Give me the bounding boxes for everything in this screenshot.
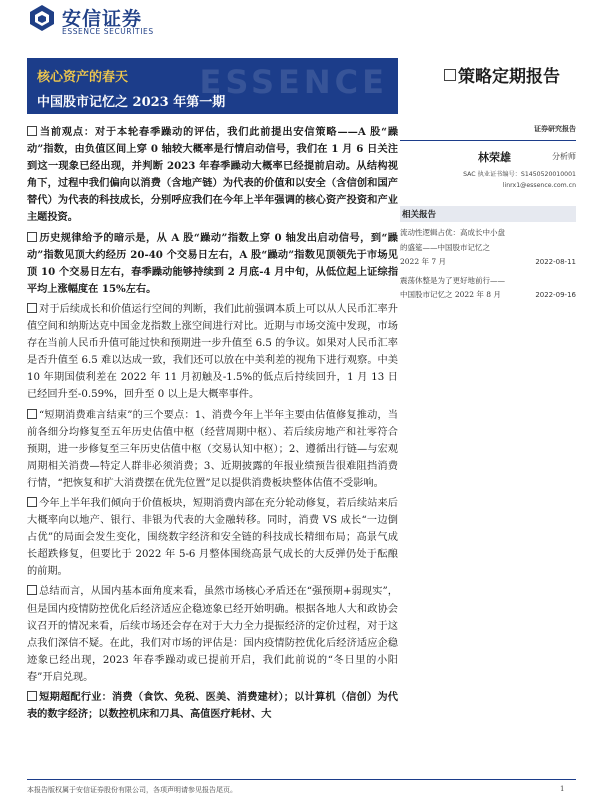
page-number: 1 — [560, 785, 565, 793]
title-banner — [27, 58, 398, 114]
checkbox-bullet-icon — [27, 409, 37, 419]
main-body — [27, 124, 398, 726]
research-label: 证券研究报告 — [534, 125, 576, 133]
footer-disclaimer: 本报告版权属于安信证券股份有限公司，各项声明请参见报告尾页。 — [27, 786, 237, 794]
checkbox-bullet-icon — [27, 585, 37, 595]
square-icon — [444, 69, 456, 81]
checkbox-bullet-icon — [27, 303, 37, 313]
paragraph — [27, 583, 398, 686]
paragraph — [27, 689, 398, 723]
paragraph — [27, 495, 398, 580]
checkbox-bullet-icon — [27, 232, 37, 242]
analyst-email[interactable]: linrx1@essence.com.cn — [502, 182, 576, 189]
report-type-title — [444, 62, 560, 87]
footer-divider — [27, 779, 576, 780]
banner-title-line2: 中国股市记忆之 2023 年第一期 — [37, 95, 226, 110]
sidebar — [400, 120, 576, 303]
paragraph — [27, 301, 398, 404]
analyst-name: 林荣雄 — [478, 151, 511, 164]
related-report-item[interactable] — [400, 226, 576, 270]
sac-number: SAC 执业证书编号：S1450520010001 — [463, 171, 576, 178]
banner-title-line1: 核心资产的春天 — [37, 70, 129, 85]
paragraph-text: “短期消费难言结束”的三个要点：1、消费今年上半年主要由估值修复推动，当前各细分均修复至五年历史估值中枢（经营周期中枢）、若后续房地产和社零符合预期，进一步修复至三年历史估值中枢（交易认知中枢）；2、遵循出行链—与宏观周期相关消费—特定人群非必须消费；3、近期披露的年报业绩预告很难阻挡消费行情，“把恢复和扩大消费摆在优先位置”足以提供消费板块整体估值不受影响。 — [27, 409, 398, 489]
checkbox-bullet-icon — [27, 691, 37, 701]
related-report-item[interactable] — [400, 274, 576, 303]
banner-watermark: ESSENCE — [199, 63, 388, 101]
paragraph-text: 对于本轮春季躁动的评估，我们此前提出安信策略——A 股“躁动”指数，由负值区间上穿 0 轴较大概率是行情启动信号，我们在 1 月 6 日关注到这一现象已经出现，并判断 2023 年春季躁动大概率已经提前启动。从结构视角下，过程中我们偏向以消费（含地产链）为代表的价值和以安全（含信创和国产替代）为代表的科技成长，分别呼应我们在今年上半年强调的核心资产投资和产业主题投资。 — [27, 126, 399, 224]
related-reports-title: 相关报告 — [400, 206, 576, 222]
paragraph — [27, 407, 398, 492]
paragraph-text: 历史规律给予的暗示是，从 A 股“躁动”指数上穿 0 轴发出启动信号，到“躁动”指数见顶大约经历 20-40 个交易日左右，A 股“躁动”指数见顶领先于市场见顶 10 个交易日左右，春季躁动能够持续到 2 月底-4 月中旬，从低位起上证综指平均上涨幅度在 15%左右。 — [27, 231, 398, 295]
paragraph — [27, 124, 398, 227]
related-report-date: 2022-09-16 — [535, 291, 576, 299]
paragraph-lead: 当前观点： — [39, 126, 95, 138]
logo-name-en: ESSENCE SECURITIES — [62, 27, 154, 36]
related-report-title[interactable]: 流动性逻辑占优：高成长中小盘的盛筵——中国股市记忆之 2022 年 7 月 — [400, 228, 505, 266]
logo-name-cn: 安信证券 — [62, 8, 143, 30]
report-type-label: 策略定期报告 — [458, 67, 560, 87]
divider — [400, 140, 576, 141]
analyst-role: 分析师 — [552, 152, 576, 161]
related-report-title[interactable]: 震荡休整是为了更好地前行——中国股市记忆之 2022 年 8 月 — [400, 275, 505, 299]
essence-logo-icon — [29, 4, 55, 32]
paragraph-text: 短期超配行业：消费（食饮、免税、医美、消费建材）；以计算机（信创）为代表的数字经济；以数控机床和刀具、高值医疗耗材、大 — [27, 691, 398, 721]
paragraph-text: 总结而言，从国内基本面角度来看，虽然市场核心矛盾还在“强预期+弱现实”，但是国内疫情防控优化后经济适应企稳迹象已经开始明确。根据各地人大和政协会议召开的情况来看，后续市场还会存在对于大力全力提振经济的定价过程，对于这点我们深信不疑。在此，我们对市场的评估是：国内疫情防控优化后经济适应企稳迹象已经出现，2023 年春季躁动或已提前开启，我们此前说的“冬日里的小阳春”开启兑现。 — [27, 586, 398, 683]
paragraph — [27, 230, 398, 298]
paragraph-text: 对于后续成长和价值运行空间的判断，我们此前强调本质上可以从人民币汇率升值空间和纳斯达克中国金龙指数上涨空间进行对比。近期与市场交流中发现，市场存在当前人民币升值可能过快和预期进一步升值至 6.5 的争议。如果对人民币汇率是否升值至 6.5 难以达成一致，我们还可以放在中美利差的视角下进行观察。中美 10 年期国债利差在 2022 年 11 月初触及-1.5%的低点后持续回升，1 月 13 日已经回升至-0.59%，回升至 0 以上是大概率事件。 — [27, 303, 398, 401]
checkbox-bullet-icon — [27, 497, 37, 507]
report-header — [0, 0, 600, 46]
analyst-row — [400, 149, 576, 165]
paragraph-text: 今年上半年我们倾向于价值板块，短期消费内部在充分轮动修复，若后续站来后大概率向以地产、银行、非银为代表的大金融转移。同时，消费 VS 成长“一边倒占优”的局面会发生变化，围绕数字经济和安全链的科技成长精细布局；高景气成长超跌修复，但要比于 2022 年 5-6 月整体围绕高景气成长的大反弹仍处于酝酿的前期。 — [27, 497, 398, 578]
checkbox-bullet-icon — [27, 126, 37, 136]
related-report-date: 2022-08-11 — [535, 258, 576, 266]
